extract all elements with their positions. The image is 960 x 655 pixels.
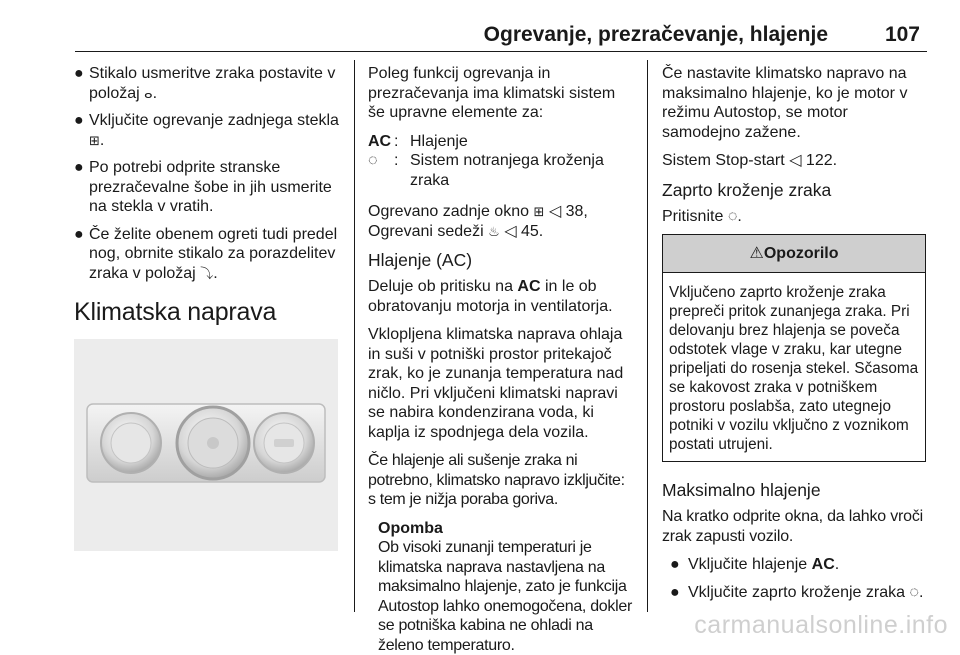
- list-item: ● Vključite ogrevanje zadnjega stekla ⊞.: [74, 111, 344, 150]
- bullet-icon: ●: [670, 583, 680, 603]
- cooling-paragraph-1: Deluje ob pritisku na AC in le ob obratovanju motorja in ventilatorja.: [368, 277, 634, 316]
- list-item: ● Po potrebi odprite stranske prezračevalne šobe in jih usmerite na stekla v vratih.: [74, 158, 344, 217]
- warning-text: Vključeno zaprto kroženje zraka prepreči pritok zunanjega zraka. Pri delovanju brez hlajenja se poveča odstotek vlage v zraku, kar utegne pripeljati do rosenja stekel. Sčasoma se kakovost zraka v potniškem prostoru poslabša, zato utegnejo potniki v vozilu vključno z voznikom postati utrujeni.: [663, 273, 925, 461]
- rear-window-heating-icon: ⊞: [533, 202, 544, 222]
- warning-icon: ⚠: [750, 245, 764, 262]
- note-text: Ob visoki zunanji temperaturi je klimatska naprava nastavljena na maksimalno hlajenje, zato je funkcija Autostop lahko onemogočena, dokler se potniška kabina ne ohladi na želeno temperaturo.: [378, 538, 634, 655]
- reference-arrow-icon: ◁: [549, 203, 561, 220]
- bullet-icon: ●: [74, 111, 84, 131]
- bullet-icon: ●: [74, 64, 84, 84]
- warning-header: [663, 235, 925, 273]
- warning-title: Opozorilo: [764, 245, 839, 262]
- references-paragraph: Ogrevano zadnje okno ⊞ ◁ 38, Ogrevani sedeži ♨ ◁ 45.: [368, 202, 634, 241]
- definition-row: ◌ : Sistem notranjega kroženja zraka: [368, 151, 634, 190]
- heated-seat-icon: ♨: [488, 222, 500, 242]
- page-title: Ogrevanje, prezračevanje, hlajenje: [484, 22, 828, 48]
- definition-list: [368, 132, 634, 191]
- recirculation-icon: ◌: [368, 151, 394, 190]
- defog-steps-list: [74, 64, 344, 283]
- column-divider-left: [354, 60, 355, 612]
- recirculation-icon: ◌: [728, 208, 738, 225]
- ac-key-label: AC: [812, 556, 835, 573]
- page-header: [0, 22, 920, 52]
- recirculation-heading: Zaprto kroženje zraka: [662, 180, 928, 201]
- reference-arrow-icon: ◁: [789, 152, 801, 169]
- cooling-heading: Hlajenje (AC): [368, 250, 634, 271]
- windscreen-defrost-icon: ⴰ: [144, 84, 152, 104]
- ac-key-label: AC: [368, 132, 394, 152]
- footwell-windscreen-icon: ⤵: [200, 264, 213, 284]
- press-instruction: Pritisnite ◌.: [662, 207, 928, 227]
- column-1: [74, 64, 344, 551]
- bullet-icon: ●: [74, 225, 84, 245]
- bullet-icon: ●: [670, 555, 680, 575]
- note-box: [368, 519, 634, 655]
- warning-box: [662, 234, 926, 462]
- page-number: 107: [885, 22, 920, 48]
- section-title: Klimatska naprava: [74, 297, 344, 327]
- note-title: Opomba: [378, 519, 634, 539]
- list-item: ● Če želite obenem ogreti tudi predel nog, obrnite stikalo za porazdelitev zraka v položaj ⤵.: [74, 225, 344, 284]
- recirculation-icon: ◌: [909, 584, 919, 601]
- climate-panel-illustration: [74, 339, 338, 551]
- bullet-icon: ●: [74, 158, 84, 178]
- column-3: [662, 64, 928, 610]
- definition-row: AC : Hlajenje: [368, 132, 634, 152]
- list-item: ● Stikalo usmeritve zraka postavite v položaj ⴰ.: [74, 64, 344, 103]
- max-cooling-paragraph: Na kratko odprite okna, da lahko vroči zrak zapusti vozilo.: [662, 507, 928, 546]
- max-cooling-heading: Maksimalno hlajenje: [662, 480, 928, 501]
- max-cooling-steps: [662, 555, 928, 602]
- column-divider-right: [647, 60, 648, 612]
- watermark: carmanualsonline.info: [694, 610, 948, 640]
- header-rule: [75, 51, 927, 52]
- climate-control-panel-image: [74, 339, 338, 551]
- list-item: ● Vključite hlajenje AC.: [662, 555, 928, 575]
- rear-window-heating-icon: ⊞: [89, 131, 100, 151]
- autostop-paragraph: Če nastavite klimatsko napravo na maksimalno hlajenje, ko je motor v režimu Autostop, se motor samodejno zažene.: [662, 64, 928, 142]
- reference-arrow-icon: ◁: [504, 223, 516, 240]
- cooling-paragraph-2: Vklopljena klimatska naprava ohlaja in suši v potniški prostor pritekajoč zrak, ko je zunanja temperatura nad ničlo. Pri vključeni klimatski napravi se nabira kondenzirana voda, ki kaplja iz spodnjega dela vozila.: [368, 325, 634, 442]
- intro-paragraph: Poleg funkcij ogrevanja in prezračevanja ima klimatski sistem še upravne elemente za:: [368, 64, 634, 123]
- list-item: ● Vključite zaprto kroženje zraka ◌.: [662, 583, 928, 603]
- stop-start-reference: Sistem Stop-start ◁ 122.: [662, 151, 928, 171]
- cooling-paragraph-3: Če hlajenje ali sušenje zraka ni potrebno, klimatsko napravo izključite: s tem je nižja poraba goriva.: [368, 451, 634, 510]
- ac-key-label: AC: [517, 278, 540, 295]
- column-2: [368, 64, 634, 655]
